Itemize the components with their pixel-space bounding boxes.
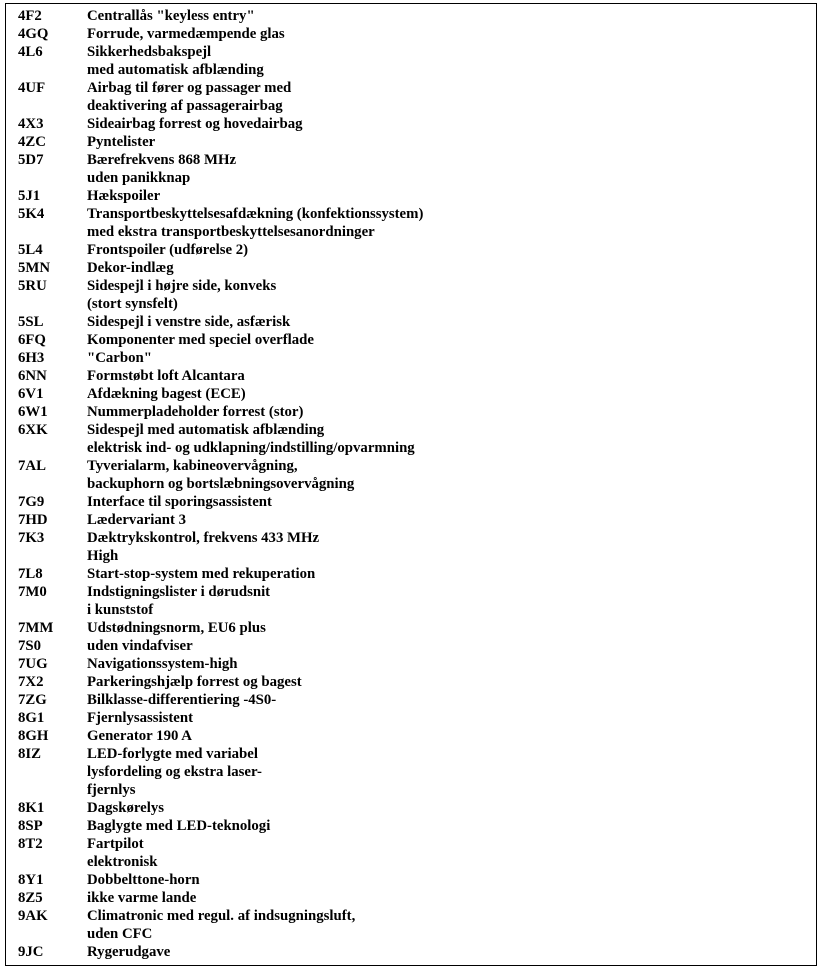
equipment-entry-6nn [18,367,808,385]
equipment-code: 5K4 [18,206,45,222]
equipment-entry-7g9 [18,493,808,511]
equipment-code: 9AK [18,908,48,924]
description-line: Baglygte med LED-teknologi [87,818,271,834]
description-line: Generator 190 A [87,728,192,744]
equipment-code: 6XK [18,422,48,438]
equipment-entry-7zg [18,691,808,709]
equipment-code: 8GH [18,728,49,744]
description-line: Bilklasse-differentiering -4S0- [87,692,277,708]
equipment-description [87,655,808,673]
description-line: Indstigningslister i dørudsnit [87,584,271,600]
equipment-code: 8Y1 [18,872,44,888]
equipment-entry-4x3 [18,115,808,133]
description-line: "Carbon" [87,350,152,366]
equipment-entry-5d7 [18,151,808,187]
equipment-description [87,871,808,889]
equipment-description [87,7,808,25]
description-line: med automatisk afblænding [87,62,264,78]
equipment-description [87,619,808,637]
equipment-description [87,385,808,403]
equipment-entry-6w1 [18,403,808,421]
equipment-entry-8z5 [18,889,808,907]
description-line: Airbag til fører og passager med [87,80,292,96]
equipment-entry-4uf [18,79,808,115]
equipment-entry-5j1 [18,187,808,205]
equipment-description [87,43,808,79]
equipment-code-list [18,7,808,961]
description-line: Climatronic med regul. af indsugningsluft, [87,908,356,924]
equipment-code: 5J1 [18,188,41,204]
equipment-entry-9jc [18,943,808,961]
description-line: lysfordeling og ekstra laser- [87,764,262,780]
equipment-description [87,115,808,133]
equipment-description [87,691,808,709]
equipment-code: 6W1 [18,404,48,420]
description-line: Parkeringshjælp forrest og bagest [87,674,302,690]
equipment-entry-7al [18,457,808,493]
equipment-entry-7x2 [18,673,808,691]
equipment-description [87,529,808,565]
description-line: deaktivering af passagerairbag [87,98,283,114]
equipment-entry-8g1 [18,709,808,727]
description-line: Pyntelister [87,134,156,150]
equipment-description [87,565,808,583]
equipment-entry-6v1 [18,385,808,403]
description-line: Forrude, varmedæmpende glas [87,26,285,42]
description-line: Start-stop-system med rekuperation [87,566,316,582]
equipment-code: 7L8 [18,566,43,582]
description-line: Fjernlysassistent [87,710,194,726]
description-line: Dagskørelys [87,800,165,816]
equipment-description [87,673,808,691]
equipment-description [87,133,808,151]
description-line: Sidespejl i højre side, konveks [87,278,277,294]
equipment-description [87,511,808,529]
equipment-code: 6V1 [18,386,44,402]
equipment-description [87,637,808,655]
description-line: Hækspoiler [87,188,161,204]
equipment-entry-9ak [18,907,808,943]
description-line: med ekstra transportbeskyttelsesanordninger [87,224,375,240]
description-line: High [87,548,119,564]
equipment-description [87,331,808,349]
equipment-code: 7AL [18,458,46,474]
description-line: Nummerpladeholder forrest (stor) [87,404,304,420]
description-line: fjernlys [87,782,136,798]
equipment-entry-7mm [18,619,808,637]
equipment-description [87,187,808,205]
description-line: Sidespejl i venstre side, asfærisk [87,314,291,330]
equipment-entry-4l6 [18,43,808,79]
equipment-code: 4L6 [18,44,43,60]
description-line: LED-forlygte med variabel [87,746,258,762]
equipment-description [87,457,808,493]
equipment-entry-4f2 [18,7,808,25]
description-line: Formstøbt loft Alcantara [87,368,245,384]
equipment-description [87,727,808,745]
description-line: elektrisk ind- og udklapning/indstilling/opvarmning [87,440,415,456]
description-line: elektronisk [87,854,158,870]
equipment-code: 9JC [18,944,44,960]
equipment-code: 4ZC [18,134,46,150]
description-line: Dekor-indlæg [87,260,174,276]
equipment-description [87,349,808,367]
equipment-code: 7ZG [18,692,47,708]
equipment-entry-8gh [18,727,808,745]
equipment-entry-8k1 [18,799,808,817]
description-line: uden panikknap [87,170,191,186]
equipment-code: 7UG [18,656,48,672]
equipment-entry-8t2 [18,835,808,871]
equipment-code: 8IZ [18,746,42,762]
equipment-entry-6fq [18,331,808,349]
equipment-description [87,313,808,331]
description-line: uden CFC [87,926,153,942]
equipment-entry-4gq [18,25,808,43]
equipment-code: 4X3 [18,116,44,132]
equipment-description [87,889,808,907]
equipment-description [87,259,808,277]
equipment-entry-7k3 [18,529,808,565]
equipment-description [87,493,808,511]
description-line: Bærefrekvens 868 MHz [87,152,237,168]
equipment-code: 7X2 [18,674,44,690]
equipment-code: 4F2 [18,8,42,24]
description-line: Dobbelttone-horn [87,872,200,888]
equipment-code: 5MN [18,260,51,276]
equipment-description [87,745,808,799]
description-line: Sidespejl med automatisk afblænding [87,422,325,438]
equipment-entry-8y1 [18,871,808,889]
equipment-description [87,709,808,727]
equipment-code: 5SL [18,314,44,330]
description-line: Udstødningsnorm, EU6 plus [87,620,266,636]
equipment-description [87,25,808,43]
equipment-code: 6H3 [18,350,45,366]
equipment-description [87,799,808,817]
equipment-description [87,241,808,259]
description-line: uden vindafviser [87,638,193,654]
equipment-entry-6h3 [18,349,808,367]
equipment-code: 8G1 [18,710,45,726]
equipment-code: 7K3 [18,530,45,546]
description-line: Centrallås "keyless entry" [87,8,255,24]
equipment-entry-6xk [18,421,808,457]
description-line: Fartpilot [87,836,144,852]
description-line: Afdækning bagest (ECE) [87,386,246,402]
description-line: (stort synsfelt) [87,296,178,312]
description-line: i kunststof [87,602,154,618]
description-line: Tyverialarm, kabineovervågning, [87,458,298,474]
equipment-code: 5L4 [18,242,43,258]
description-line: Komponenter med speciel overflade [87,332,314,348]
equipment-code: 7S0 [18,638,42,654]
description-line: Dæktrykskontrol, frekvens 433 MHz [87,530,320,546]
equipment-description [87,421,808,457]
equipment-code: 8Z5 [18,890,43,906]
equipment-code-table [5,3,817,966]
description-line: Interface til sporingsassistent [87,494,272,510]
equipment-entry-5mn [18,259,808,277]
equipment-entry-7ug [18,655,808,673]
equipment-code: 7G9 [18,494,45,510]
equipment-code: 8SP [18,818,43,834]
equipment-code: 6FQ [18,332,46,348]
equipment-description [87,817,808,835]
equipment-entry-5l4 [18,241,808,259]
equipment-description [87,367,808,385]
description-line: Lædervariant 3 [87,512,187,528]
description-line: Navigationssystem-high [87,656,238,672]
description-line: Sideairbag forrest og hovedairbag [87,116,303,132]
equipment-code: 5RU [18,278,47,294]
equipment-entry-7s0 [18,637,808,655]
equipment-description [87,403,808,421]
equipment-description [87,79,808,115]
description-line: backuphorn og bortslæbningsovervågning [87,476,355,492]
description-line: Transportbeskyttelsesafdækning (konfektionssystem) [87,206,424,222]
equipment-code: 4GQ [18,26,49,42]
equipment-entry-8iz [18,745,808,799]
equipment-entry-4zc [18,133,808,151]
equipment-description [87,205,808,241]
equipment-entry-8sp [18,817,808,835]
equipment-entry-5ru [18,277,808,313]
equipment-code: 7M0 [18,584,47,600]
equipment-entry-7hd [18,511,808,529]
equipment-description [87,583,808,619]
description-line: ikke varme lande [87,890,197,906]
equipment-description [87,277,808,313]
equipment-entry-7l8 [18,565,808,583]
equipment-entry-5sl [18,313,808,331]
equipment-description [87,151,808,187]
equipment-code: 4UF [18,80,46,96]
equipment-code: 8T2 [18,836,43,852]
description-line: Frontspoiler (udførelse 2) [87,242,249,258]
equipment-description [87,943,808,961]
description-line: Sikkerhedsbakspejl [87,44,212,60]
description-line: Rygerudgave [87,944,171,960]
equipment-code: 7HD [18,512,48,528]
equipment-code: 6NN [18,368,47,384]
equipment-entry-7m0 [18,583,808,619]
equipment-code: 8K1 [18,800,45,816]
equipment-entry-5k4 [18,205,808,241]
equipment-code: 7MM [18,620,54,636]
equipment-description [87,907,808,943]
equipment-code: 5D7 [18,152,44,168]
equipment-description [87,835,808,871]
